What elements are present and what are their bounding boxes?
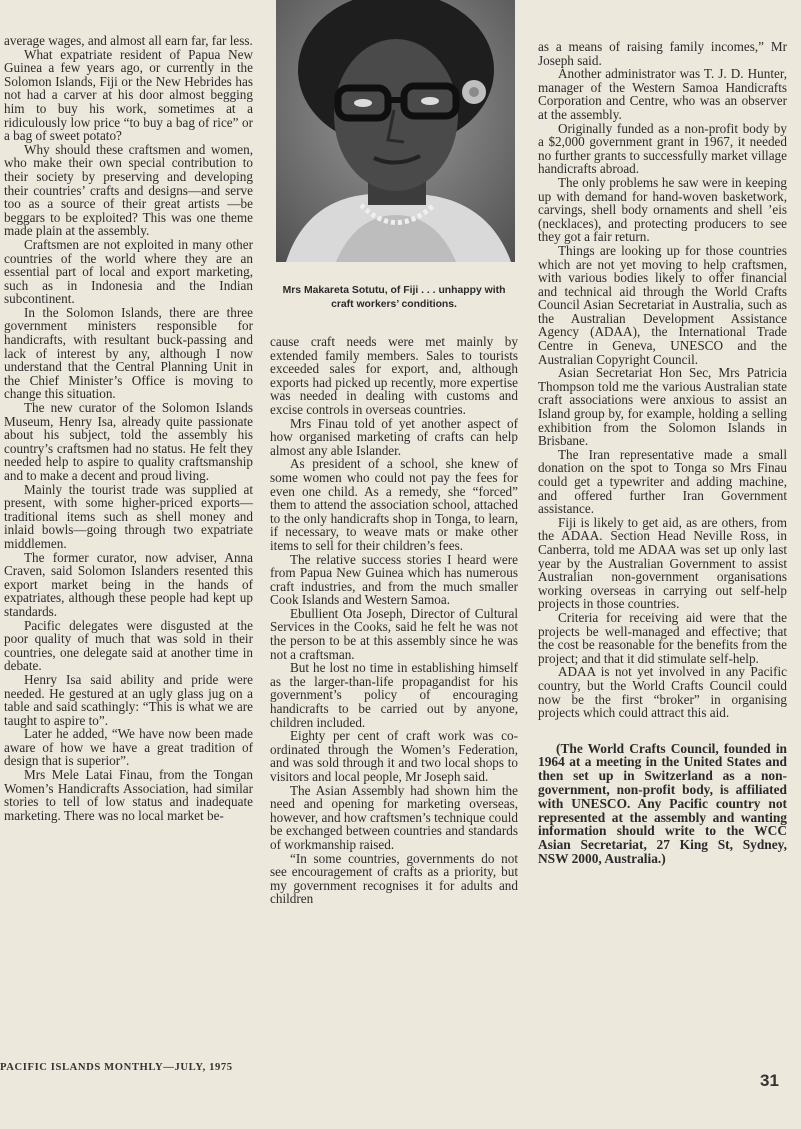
col3-paragraph: Another administrator was T. J. D. Hunter, manager of the Western Samoa Handicrafts Corporation and Centre, who was an observer at the assembly. bbox=[538, 66, 787, 122]
col2-paragraph: But he lost no time in establishing himself as the larger-than-life propagandist for his government’s policy of encouraging handicrafts to be carried out by anyone, children included. bbox=[270, 660, 518, 730]
col1-paragraph: Mainly the tourist trade was supplied at present, with some higher-priced exports—traditional items such as shell money and inlaid bowls—going through two expatriate middlemen. bbox=[4, 481, 253, 551]
col1-paragraph: Later he added, “We have now been made aware of how we have a great tradition of design that is superior”. bbox=[4, 726, 253, 769]
col1-paragraph: Craftsmen are not exploited in many other countries of the world where they are an essential part of local and export marketing, such as in Indonesia and the Indian subcontinent. bbox=[4, 236, 253, 307]
article-column-1 bbox=[4, 34, 253, 822]
col1-paragraph: In the Solomon Islands, there are three government ministers responsible for handicrafts, with resultant buck-passing and lack of interest by any, although I now understand that the Central Planning Unit in the Chief Minister’s Office is moving to change this situation. bbox=[4, 304, 253, 402]
photo-caption: Mrs Makareta Sotutu, of Fiji . . . unhappy with craft workers’ conditions. bbox=[282, 285, 506, 310]
page-footer: PACIFIC ISLANDS MONTHLY—JULY, 1975 bbox=[0, 1062, 233, 1073]
col3-paragraph: ADAA is not yet involved in any Pacific country, but the World Crafts Council could now be the first “broker” in organising projects which could attract this aid. bbox=[538, 664, 787, 721]
col3-paragraph: Fiji is likely to get aid, as are others, from the ADAA. Section Head Neville Ross, in Canberra, told me ADAA was set up only last year by the Australian Government to assist Australian non-government organisations working overseas in carrying out self-help projects in those countries. bbox=[538, 514, 787, 612]
col2-paragraph: “In some countries, governments do not see encouragement of crafts as a priority, but my government recognises it for adults and children bbox=[270, 850, 518, 907]
page-number: 31 bbox=[760, 1071, 779, 1090]
col1-paragraph: The former curator, now adviser, Anna Craven, said Solomon Islanders resented this export market being in the hands of expatriates, although these people had kept up standards. bbox=[4, 549, 253, 619]
col2-paragraph: The Asian Assembly had shown him the need and opening for marketing overseas, however, and how craftsmen’s technique could be exchanged between countries and standards of workmanship raised. bbox=[270, 782, 518, 852]
col1-paragraph: Henry Isa said ability and pride were needed. He gestured at an ugly glass jug on a table and said scathingly: “This is what we are taught to aspire to”. bbox=[4, 671, 253, 728]
col2-paragraph: Mrs Finau told of yet another aspect of how organised marketing of crafts can help almost any able Islander. bbox=[270, 415, 518, 458]
col2-paragraph: As president of a school, she knew of some women who could not pay the fees for even one child. As a remedy, she “forced” them to attend the association school, attached to the only handicrafts shop in Tonga, to learn, if necessary, to weave mats or make other items to sell for their children’s fees. bbox=[270, 456, 518, 553]
col3-paragraph: Originally funded as a non-profit body by a $2,000 government grant in 1967, it needed no further grants to successfully market village handicrafts abroad. bbox=[538, 120, 787, 177]
col2-paragraph: The relative success stories I heard were from Papua New Guinea which has numerous craft industries, and from the much smaller Cook Islands and Western Samoa. bbox=[270, 551, 518, 608]
col2-paragraph: cause craft needs were met mainly by extended family members. Sales to tourists exceeded sales for export, and, although exports had picked up recently, more expertise was needed in dealing with customs and excise controls in overseas countries. bbox=[270, 334, 518, 417]
col1-paragraph: What expatriate resident of Papua New Guinea a few years ago, or currently in the Solomon Islands, Fiji or the New Hebrides has not had a carver at his door almost begging him to buy his work, sometimes at a ridiculously low price “to buy a bag of rice” or a bag of sweet potato? bbox=[4, 46, 253, 144]
article-column-2 bbox=[270, 335, 518, 906]
col2-paragraph: Eighty per cent of craft work was co-ordinated through the Women’s Federation, and was sold through it and two local shops to visitors and local people, Mr Joseph said. bbox=[270, 728, 518, 784]
col3-paragraph: as a means of raising family incomes,” Mr Joseph said. bbox=[538, 39, 787, 68]
col3-paragraph: The only problems he saw were in keeping up with demand for hand-woven basketwork, carvings, shell body ornaments and shell ’eis (necklaces), and protecting producers to see they got a fair return. bbox=[538, 174, 787, 245]
column-3-paragraphs bbox=[538, 40, 787, 720]
col3-paragraph: Things are looking up for those countries which are not yet moving to help craftsmen, with various bodies likely to offer financial and technical aid through the World Crafts Council Asian Secretariat in Australia, such as the Australian Development Assistance Agency (ADAA), the International Trade Centre in Geneva, UNESCO and the Australian Copyright Council. bbox=[538, 242, 787, 367]
wcc-note: (The World Crafts Council, founded in 1964 at a meeting in the United States and then set up in Switzerland as a non-government, non-profit body, is affiliated with UNESCO. Any Pacific country not represented at the assembly and wanting information should write to the WCC Asian Secretariat, 27 King St, Sydney, NSW 2000, Australia.) bbox=[538, 740, 787, 867]
col1-paragraph: Why should these craftsmen and women, who make their own special contribution to their society by preserving and developing their countries’ crafts and designs—and serve too as a source of their great artists —be beggars to be exploited? This was one theme made plain at the assembly. bbox=[4, 141, 253, 239]
col1-paragraph: average wages, and almost all earn far, far less. bbox=[4, 33, 253, 48]
portrait-photo bbox=[276, 0, 515, 262]
col2-paragraph: Ebullient Ota Joseph, Director of Cultural Services in the Cooks, said he felt he was not the person to be at this assembly since he was not a craftsman. bbox=[270, 605, 518, 662]
article-column-3 bbox=[538, 40, 787, 866]
col1-paragraph: Mrs Mele Latai Finau, from the Tongan Women’s Handicrafts Association, had similar stories to tell of low status and inadequate marketing. There was no local market be- bbox=[4, 767, 253, 823]
portrait-illustration bbox=[276, 0, 515, 262]
col3-paragraph: The Iran representative made a small donation on the spot to Tonga so Mrs Finau could get a typewriter and adding machine, and offered further Iran Government assistance. bbox=[538, 446, 787, 517]
col1-paragraph: The new curator of the Solomon Islands Museum, Henry Isa, already quite passionate about his subject, told the assembly his country’s craftsmen had no status. He felt they needed help to aspire to quality craftsmanship and to make a decent and proud living. bbox=[4, 400, 253, 483]
col1-paragraph: Pacific delegates were disgusted at the poor quality of much that was sold in their countries, one delegate said at another time in debate. bbox=[4, 617, 253, 674]
col3-paragraph: Criteria for receiving aid were that the projects be well-managed and effective; that the cost be reasonable for the benefits from the project; and that it did stimulate self-help. bbox=[538, 609, 787, 666]
col3-paragraph: Asian Secretariat Hon Sec, Mrs Patricia Thompson told me the various Australian state craft associations were anxious to assist an Island group by, for example, holding a selling exhibition from the Solomon Islands in Brisbane. bbox=[538, 365, 787, 449]
